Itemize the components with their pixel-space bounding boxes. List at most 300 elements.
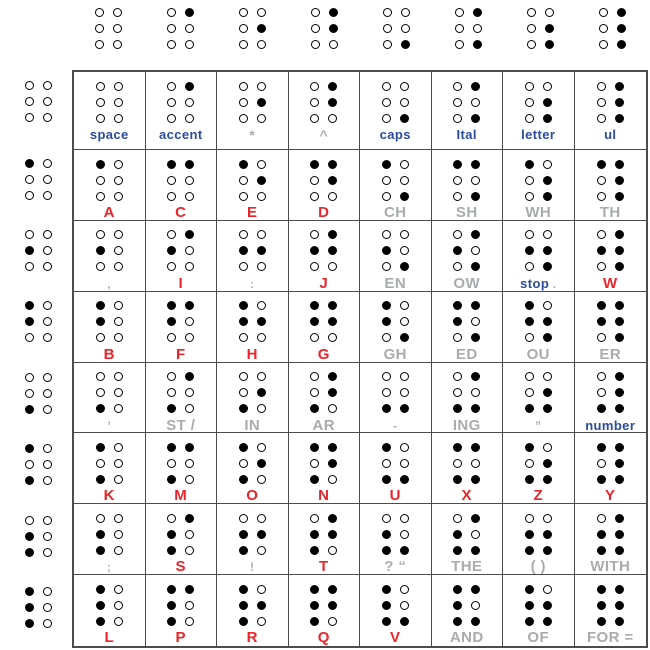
braille-dot-6-filled [471, 192, 480, 201]
braille-pattern [234, 156, 270, 204]
braille-dot-5-empty [114, 176, 123, 185]
braille-dot-5-filled [257, 530, 266, 539]
braille-dot-5-empty [471, 317, 480, 326]
braille-dot-5-filled [257, 317, 266, 326]
braille-dot-5-empty [400, 246, 409, 255]
cell-label-segment: ST / [166, 416, 196, 434]
braille-dot-4-empty [257, 230, 266, 239]
braille-dot-4-empty [257, 8, 266, 17]
braille-dot-6-filled [543, 333, 552, 342]
cell-label-segment: U [389, 487, 401, 505]
braille-pattern [449, 227, 485, 275]
braille-dot-2-filled [239, 246, 248, 255]
braille-dot-2-empty [382, 98, 391, 107]
row-header-5 [0, 362, 72, 433]
braille-dot-3-filled [96, 546, 105, 555]
braille-dot-3-empty [239, 192, 248, 201]
braille-dot-5-empty [185, 459, 194, 468]
braille-cell-r4c3 [217, 292, 289, 363]
cell-label-segment: G [317, 345, 330, 363]
braille-dot-5-filled [328, 246, 337, 255]
braille-cell-r7c3 [217, 504, 289, 575]
braille-dot-2-empty [453, 388, 462, 397]
cell-label-segment: C [175, 204, 187, 221]
cell-label-segment: J [319, 274, 329, 292]
cell-label [176, 630, 186, 646]
braille-dot-4-filled [471, 585, 480, 594]
braille-dot-3-filled [382, 546, 391, 555]
braille-pattern [449, 298, 485, 346]
braille-dot-4-filled [328, 585, 337, 594]
braille-dot-3-empty [25, 113, 34, 122]
braille-dot-4-filled [473, 8, 482, 17]
cell-label-segment: THE [451, 558, 483, 576]
braille-dot-6-filled [615, 192, 624, 201]
cell-label [176, 347, 186, 363]
cell-label-segment: X [461, 487, 472, 505]
braille-dot-3-empty [525, 333, 534, 342]
braille-dot-6-filled [471, 333, 480, 342]
braille-dot-6-filled [400, 404, 409, 413]
braille-dot-6-empty [328, 192, 337, 201]
braille-dot-6-filled [615, 475, 624, 484]
cell-label [104, 347, 115, 363]
braille-dot-5-empty [114, 317, 123, 326]
cell-label [520, 276, 556, 292]
braille-dot-6-empty [114, 475, 123, 484]
braille-dot-5-empty [113, 24, 122, 33]
braille-dot-4-filled [615, 160, 624, 169]
braille-dot-1-empty [239, 82, 248, 91]
cell-label-segment: Ital [456, 127, 477, 142]
braille-dot-1-filled [525, 160, 534, 169]
braille-dot-1-empty [310, 82, 319, 91]
braille-dot-3-empty [525, 114, 534, 123]
braille-dot-6-empty [114, 114, 123, 123]
braille-dot-6-filled [471, 262, 480, 271]
braille-dot-3-empty [167, 192, 176, 201]
braille-dot-6-empty [43, 113, 52, 122]
braille-dot-2-filled [382, 317, 391, 326]
braille-dot-2-filled [167, 530, 176, 539]
braille-dot-2-empty [597, 98, 606, 107]
braille-cell-r4c2 [146, 292, 218, 363]
braille-dot-4-empty [114, 301, 123, 310]
braille-dot-3-empty [167, 40, 176, 49]
braille-dot-1-filled [239, 585, 248, 594]
braille-cell-r6c3 [217, 433, 289, 504]
braille-dot-4-filled [329, 8, 338, 17]
braille-dot-3-empty [597, 192, 606, 201]
braille-dot-1-empty [167, 82, 176, 91]
cell-label [451, 559, 482, 575]
braille-dot-1-filled [382, 301, 391, 310]
braille-dot-6-empty [328, 114, 337, 123]
braille-dot-4-empty [400, 82, 409, 91]
braille-dot-3-empty [383, 40, 392, 49]
cell-label-segment: Z [533, 487, 544, 505]
braille-dot-2-filled [310, 601, 319, 610]
braille-dot-5-filled [328, 459, 337, 468]
cell-label [104, 630, 114, 646]
braille-dot-2-empty [525, 459, 534, 468]
braille-dot-4-filled [185, 301, 194, 310]
braille-dot-1-empty [25, 516, 34, 525]
braille-pattern [91, 510, 127, 558]
column-header-2 [144, 4, 216, 60]
braille-cell-r3c1 [74, 221, 146, 292]
braille-dot-2-filled [310, 317, 319, 326]
braille-dot-3-filled [96, 617, 105, 626]
braille-dot-1-empty [25, 81, 34, 90]
braille-dot-4-filled [471, 443, 480, 452]
braille-dot-4-empty [543, 301, 552, 310]
braille-dot-1-filled [96, 443, 105, 452]
braille-dot-5-empty [471, 459, 480, 468]
braille-pattern [377, 156, 413, 204]
braille-dot-5-empty [400, 176, 409, 185]
braille-pattern [20, 77, 56, 125]
braille-cell-r2c3 [217, 150, 289, 221]
braille-pattern [20, 298, 56, 346]
braille-dot-5-filled [257, 246, 266, 255]
braille-cell-r5c3 [217, 363, 289, 434]
braille-cell-r6c5 [360, 433, 432, 504]
cell-label-segment: P [175, 629, 186, 646]
braille-pattern [449, 369, 485, 417]
braille-dot-6-empty [114, 617, 123, 626]
braille-dot-2-empty [525, 98, 534, 107]
braille-dot-2-empty [25, 175, 34, 184]
braille-dot-2-filled [96, 601, 105, 610]
braille-dot-6-filled [471, 546, 480, 555]
braille-dot-3-empty [310, 333, 319, 342]
braille-dot-5-empty [185, 317, 194, 326]
braille-dot-6-empty [114, 546, 123, 555]
braille-dot-2-empty [25, 97, 34, 106]
braille-pattern [377, 581, 413, 629]
braille-dot-3-empty [453, 333, 462, 342]
braille-dot-1-filled [597, 443, 606, 452]
braille-dot-2-filled [239, 601, 248, 610]
braille-dot-1-empty [96, 230, 105, 239]
braille-dot-5-empty [471, 176, 480, 185]
cell-label-segment: ’ [107, 420, 112, 433]
cell-label [166, 418, 195, 434]
braille-dot-5-empty [43, 317, 52, 326]
braille-dot-1-filled [25, 444, 34, 453]
braille-dot-5-empty [401, 24, 410, 33]
braille-pattern [520, 439, 556, 487]
braille-dot-5-empty [400, 317, 409, 326]
braille-dot-5-empty [471, 388, 480, 397]
cell-label-segment: SH [455, 204, 478, 221]
braille-cell-r6c4 [289, 433, 361, 504]
braille-cell-r2c6 [432, 150, 504, 221]
braille-dot-2-filled [453, 530, 462, 539]
braille-dot-3-empty [525, 192, 534, 201]
braille-pattern [306, 4, 342, 52]
braille-dot-4-empty [43, 373, 52, 382]
braille-pattern [20, 441, 56, 489]
braille-dot-5-empty [114, 530, 123, 539]
braille-dot-1-filled [382, 443, 391, 452]
braille-dot-6-empty [257, 114, 266, 123]
braille-cell-r3c3 [217, 221, 289, 292]
braille-dot-5-filled [615, 459, 624, 468]
braille-dot-4-empty [257, 372, 266, 381]
braille-dot-3-filled [310, 617, 319, 626]
braille-dot-2-empty [382, 459, 391, 468]
braille-dot-3-filled [25, 476, 34, 485]
braille-pattern [449, 510, 485, 558]
braille-dot-5-empty [471, 530, 480, 539]
braille-dot-6-empty [328, 475, 337, 484]
braille-dot-5-filled [328, 176, 337, 185]
braille-dot-2-empty [310, 388, 319, 397]
cell-label-segment: caps [379, 127, 411, 142]
braille-dot-3-filled [25, 619, 34, 628]
braille-dot-3-filled [382, 475, 391, 484]
cell-label [318, 488, 329, 504]
braille-dot-4-empty [113, 8, 122, 17]
braille-dot-4-empty [114, 160, 123, 169]
braille-dot-2-empty [525, 176, 534, 185]
braille-pattern [234, 298, 270, 346]
braille-dot-4-empty [114, 514, 123, 523]
cell-label [457, 127, 477, 143]
braille-dot-4-filled [185, 82, 194, 91]
cell-label [247, 205, 257, 221]
braille-dot-6-empty [185, 404, 194, 413]
braille-dot-1-filled [525, 443, 534, 452]
braille-dot-4-filled [328, 372, 337, 381]
braille-dot-1-filled [239, 301, 248, 310]
braille-dot-6-filled [615, 404, 624, 413]
braille-dot-4-filled [615, 301, 624, 310]
row-header-3 [0, 219, 72, 290]
braille-dot-3-empty [96, 192, 105, 201]
braille-pattern [234, 510, 270, 558]
braille-dot-6-empty [257, 192, 266, 201]
braille-dot-2-filled [382, 601, 391, 610]
braille-dot-4-filled [615, 372, 624, 381]
braille-pattern [91, 439, 127, 487]
braille-cell-r1c3 [217, 72, 289, 150]
braille-dot-5-filled [615, 176, 624, 185]
braille-dot-3-filled [597, 475, 606, 484]
cell-label [107, 559, 111, 575]
braille-dot-4-filled [328, 82, 337, 91]
braille-dot-1-empty [453, 82, 462, 91]
cell-label [587, 630, 634, 646]
braille-dot-1-filled [25, 301, 34, 310]
braille-dot-6-filled [471, 114, 480, 123]
braille-dot-4-empty [43, 444, 52, 453]
braille-cell-r4c1 [74, 292, 146, 363]
braille-dot-4-empty [43, 301, 52, 310]
braille-pattern [163, 369, 199, 417]
braille-dot-5-filled [328, 601, 337, 610]
braille-dot-1-empty [96, 514, 105, 523]
cell-label [249, 127, 255, 144]
braille-dot-2-filled [25, 603, 34, 612]
braille-cell-r8c3 [217, 575, 289, 646]
braille-dot-4-filled [471, 160, 480, 169]
braille-dot-4-empty [400, 514, 409, 523]
braille-dot-5-filled [257, 24, 266, 33]
braille-dot-5-empty [471, 601, 480, 610]
braille-dot-2-filled [239, 317, 248, 326]
braille-dot-6-empty [43, 405, 52, 414]
braille-pattern [234, 4, 270, 52]
cell-label [531, 559, 546, 575]
cell-label [318, 630, 330, 646]
braille-dot-1-filled [597, 301, 606, 310]
braille-dot-3-empty [96, 333, 105, 342]
cell-label [247, 347, 258, 363]
braille-cell-r2c4 [289, 150, 361, 221]
braille-dot-6-filled [543, 617, 552, 626]
braille-dot-6-empty [185, 192, 194, 201]
braille-cell-r1c6 [432, 72, 504, 150]
braille-dot-2-empty [239, 459, 248, 468]
cell-label-segment: ^ [319, 127, 329, 143]
cell-label-segment: OF [527, 629, 550, 646]
braille-dot-2-filled [597, 317, 606, 326]
braille-pattern [306, 298, 342, 346]
braille-dot-5-filled [329, 24, 338, 33]
braille-dot-6-empty [43, 262, 52, 271]
braille-dot-1-empty [25, 230, 34, 239]
braille-dot-1-empty [25, 373, 34, 382]
braille-dot-3-empty [310, 192, 319, 201]
braille-dot-2-filled [96, 530, 105, 539]
braille-dot-2-empty [310, 98, 319, 107]
braille-dot-6-filled [543, 404, 552, 413]
braille-dot-3-filled [96, 404, 105, 413]
braille-dot-3-empty [382, 192, 391, 201]
braille-dot-4-filled [471, 230, 480, 239]
braille-dot-3-filled [525, 546, 534, 555]
braille-dot-6-empty [43, 619, 52, 628]
braille-cell-r6c7 [503, 433, 575, 504]
braille-dot-2-empty [310, 459, 319, 468]
cell-label [250, 559, 254, 575]
braille-dot-3-empty [95, 40, 104, 49]
braille-dot-1-empty [599, 8, 608, 17]
braille-dot-5-filled [257, 601, 266, 610]
braille-dot-5-empty [43, 175, 52, 184]
braille-dot-5-filled [615, 530, 624, 539]
cell-label-segment: number [585, 417, 636, 433]
braille-dot-1-filled [382, 585, 391, 594]
braille-cell-r1c8 [575, 72, 647, 150]
braille-dot-1-filled [310, 443, 319, 452]
braille-dot-2-empty [167, 459, 176, 468]
row-header-7 [0, 505, 72, 576]
braille-dot-2-empty [527, 24, 536, 33]
braille-cell-r5c2 [146, 363, 218, 434]
braille-dot-5-filled [328, 98, 337, 107]
column-headers [72, 4, 648, 60]
braille-dot-2-filled [96, 246, 105, 255]
braille-dot-3-filled [239, 404, 248, 413]
column-header-6 [432, 4, 504, 60]
cell-label-segment: space [89, 127, 129, 142]
cell-label-segment: B [103, 345, 115, 363]
braille-dot-5-empty [43, 460, 52, 469]
braille-dot-2-empty [597, 459, 606, 468]
braille-dot-4-filled [615, 443, 624, 452]
braille-pattern [449, 439, 485, 487]
braille-dot-3-empty [597, 262, 606, 271]
braille-dot-2-empty [453, 459, 462, 468]
braille-dot-5-empty [114, 98, 123, 107]
cell-label-segment: ; [107, 562, 112, 575]
braille-cell-r5c7 [503, 363, 575, 434]
braille-cell-r6c1 [74, 433, 146, 504]
braille-dot-3-filled [167, 617, 176, 626]
cell-label-segment: D [318, 204, 330, 221]
cell-label [384, 276, 406, 292]
braille-cell-r5c6 [432, 363, 504, 434]
cell-label-segment: letter [521, 127, 556, 142]
braille-dot-5-empty [471, 98, 480, 107]
braille-pattern [91, 581, 127, 629]
cell-label [393, 418, 397, 434]
braille-cell-r4c7 [503, 292, 575, 363]
braille-dot-1-empty [382, 82, 391, 91]
cell-label [104, 488, 115, 504]
braille-dot-6-empty [328, 333, 337, 342]
column-header-5 [360, 4, 432, 60]
braille-dot-1-filled [239, 443, 248, 452]
braille-dot-5-empty [185, 98, 194, 107]
braille-dot-4-empty [257, 514, 266, 523]
braille-dot-5-filled [257, 98, 266, 107]
braille-pattern [20, 155, 56, 203]
cell-label [521, 127, 555, 143]
braille-dot-3-filled [453, 546, 462, 555]
braille-pattern [377, 510, 413, 558]
cell-label-segment: AR [312, 416, 335, 434]
braille-dot-6-empty [185, 475, 194, 484]
braille-dot-3-empty [382, 262, 391, 271]
braille-dot-5-filled [543, 246, 552, 255]
braille-dot-2-empty [96, 459, 105, 468]
braille-dot-1-filled [25, 159, 34, 168]
braille-dot-4-empty [114, 372, 123, 381]
braille-dot-6-filled [400, 333, 409, 342]
braille-dot-4-empty [257, 160, 266, 169]
braille-dot-1-empty [383, 8, 392, 17]
braille-dot-4-filled [471, 372, 480, 381]
braille-dot-5-empty [185, 388, 194, 397]
braille-dot-1-empty [239, 230, 248, 239]
cell-label-segment: ! [250, 562, 255, 575]
braille-pattern [306, 439, 342, 487]
braille-dot-4-empty [543, 443, 552, 452]
braille-dot-1-filled [453, 160, 462, 169]
braille-dot-1-filled [239, 160, 248, 169]
cell-label [535, 418, 541, 434]
braille-dot-6-empty [114, 192, 123, 201]
cell-label [456, 205, 478, 221]
cell-label-segment: R [246, 629, 258, 646]
braille-dot-3-empty [310, 114, 319, 123]
braille-dot-5-filled [545, 24, 554, 33]
